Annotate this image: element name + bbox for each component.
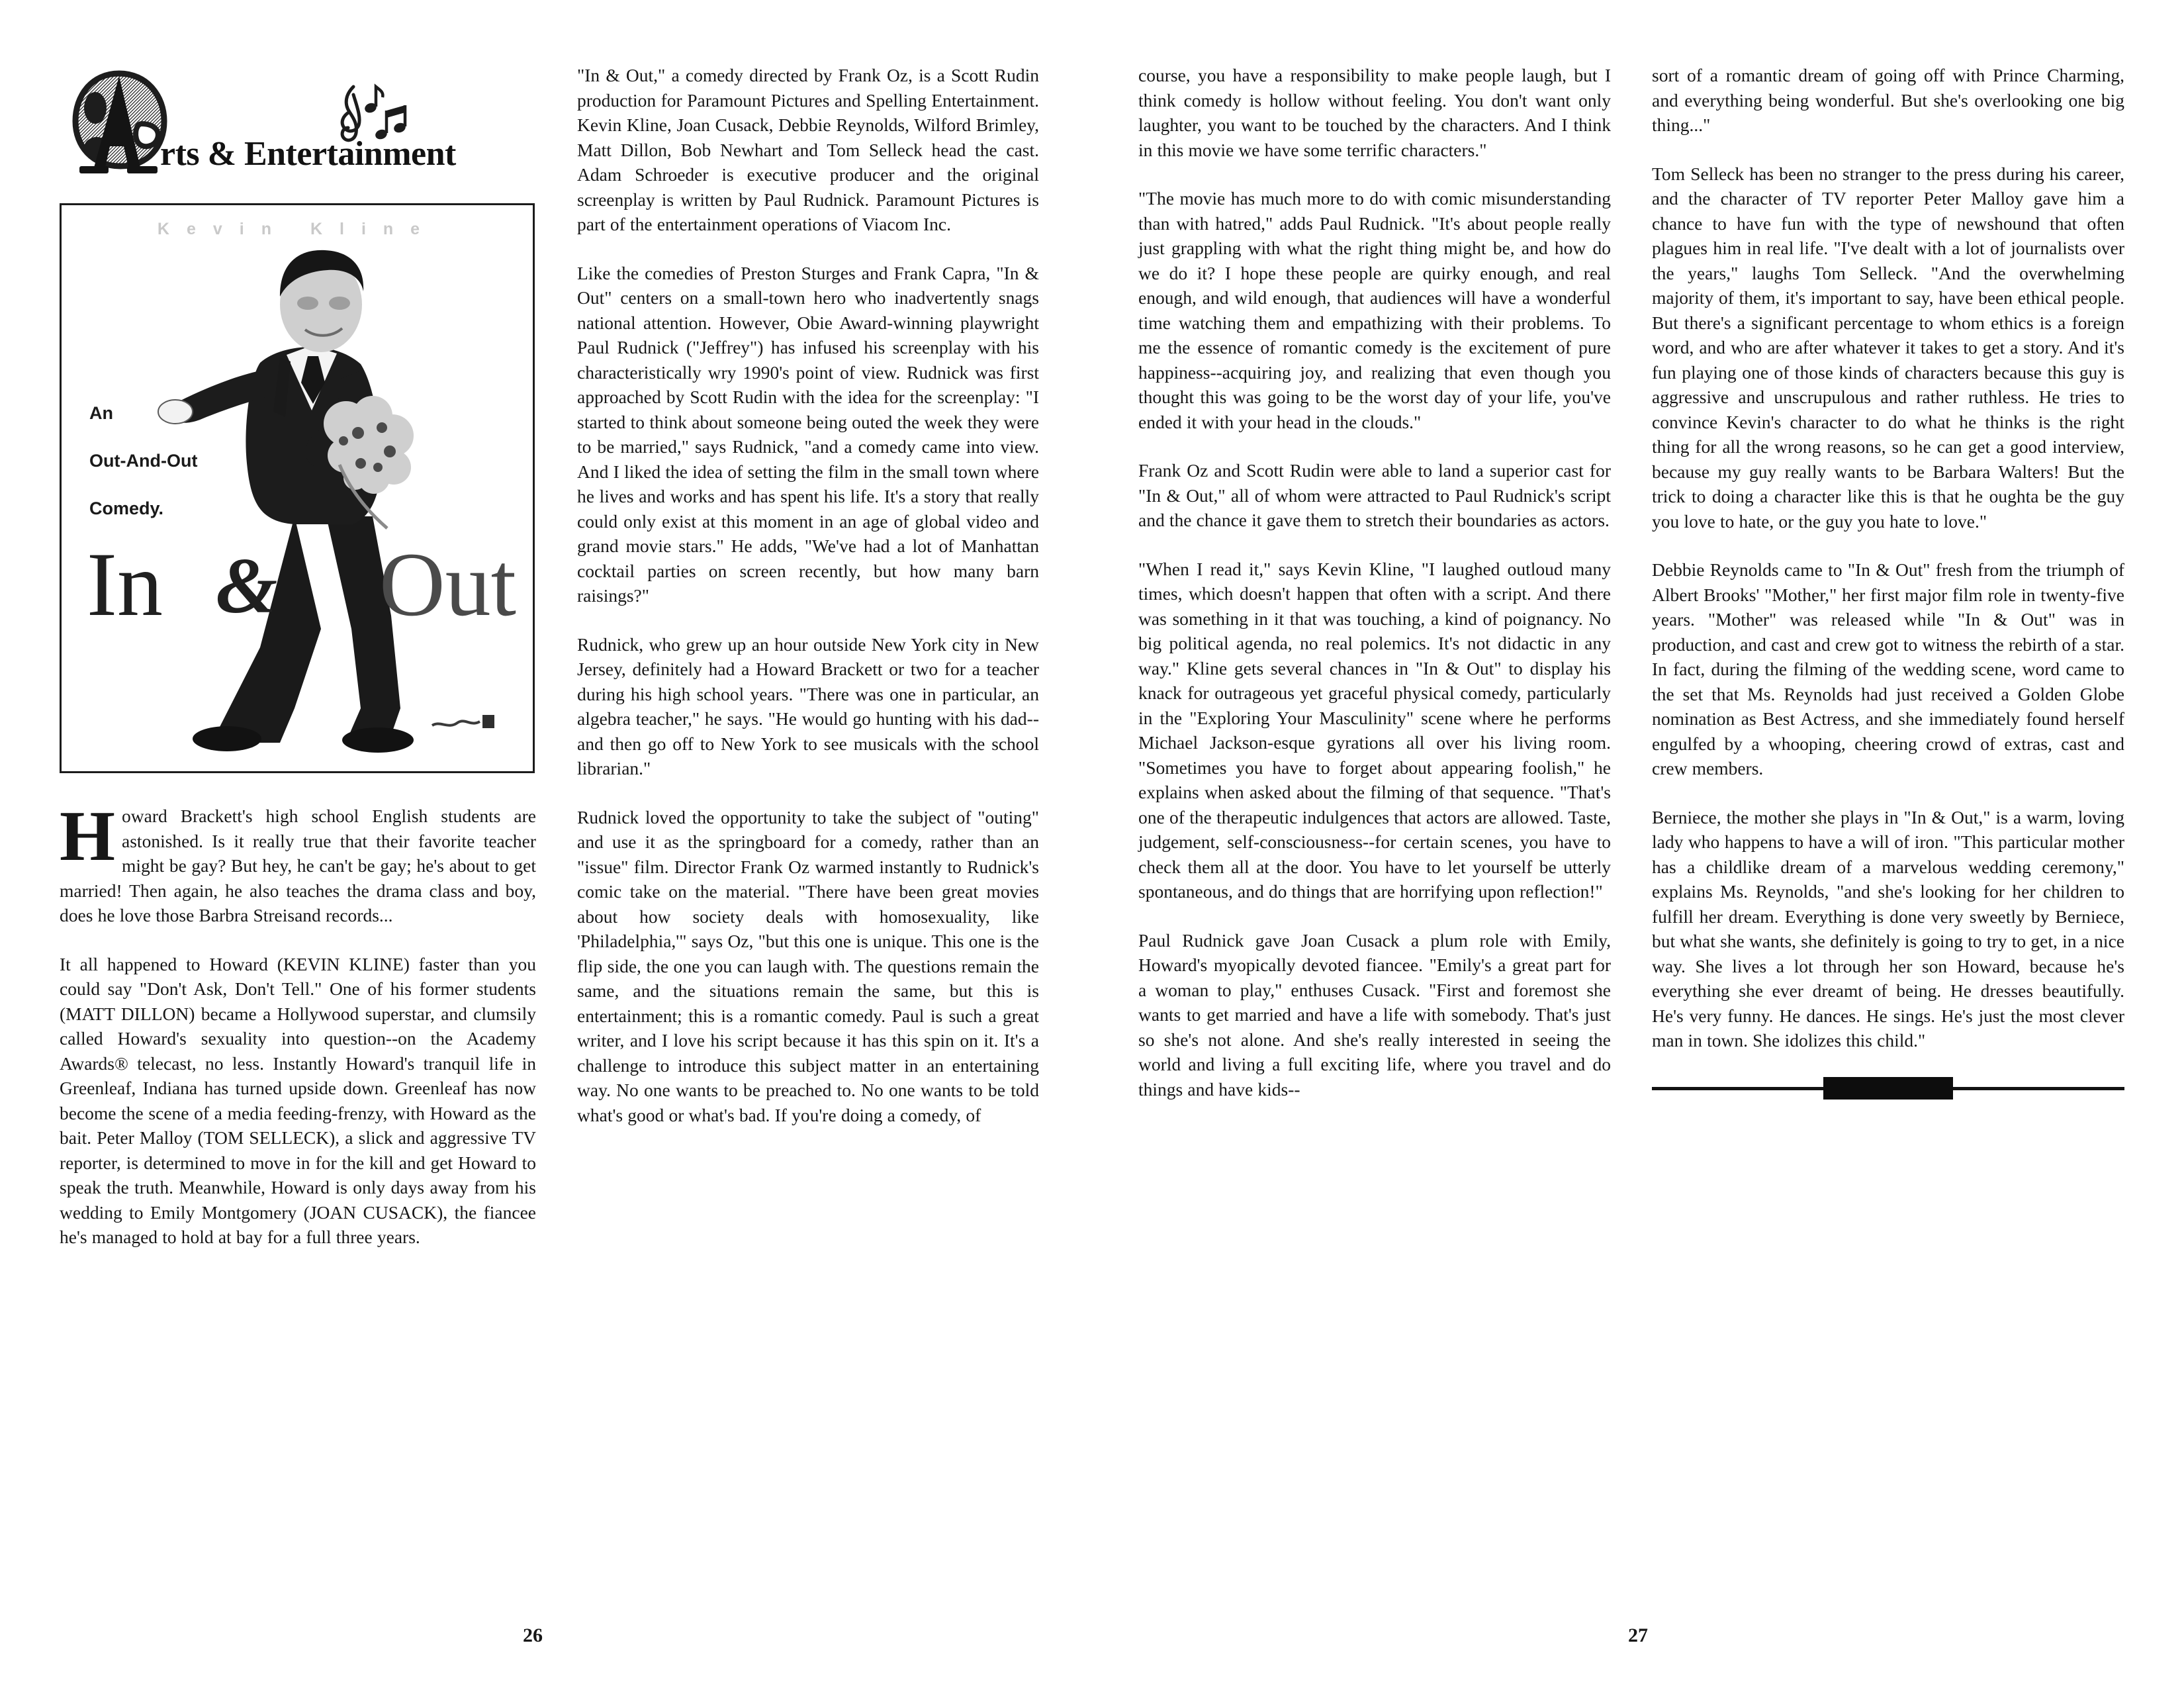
article-paragraph: Paul Rudnick gave Joan Cusack a plum role with Emily, Howard's myopically devoted fiancee. "Emily's a great part for a woman to play," enthuses Cusack. "First and foremost she wants to get married and have a life with somebody. That's just so she's not alone. And she's really interested in seeing the world and living a full exciting life, where you travel and do things and have kids-- xyxy=(1138,929,1611,1100)
poster-tagline-line-3: Comedy. xyxy=(89,498,164,518)
article-paragraph: Frank Oz and Scott Rudin were able to land a superior cast for "In & Out," all of whom were attracted to Paul Rudnick's script and the chance it gave them to stretch their boundaries as actors. xyxy=(1138,460,1611,530)
page-number-26: 26 xyxy=(523,1624,543,1646)
column-2 xyxy=(577,63,1039,1250)
section-masthead xyxy=(60,63,536,189)
column-4 xyxy=(1652,63,2124,1102)
poster-tagline-line-1: An xyxy=(89,403,113,423)
page-27-columns xyxy=(1138,63,2124,1102)
poster-tagline-line-2: Out-And-Out xyxy=(89,451,198,471)
paragraph-text: oward Brackett's high school English students are astonished. Is it really true that their favorite teacher might be gay? But hey, he can't be gay; he's about to get married! Then again, he also teaches the drama class and boy, does he love those Barbra Streisand records... xyxy=(60,806,536,925)
drop-cap: H xyxy=(60,797,116,876)
article-paragraph: "In & Out," a comedy directed by Frank Oz, is a Scott Rudin production for Paramount Pictures and Spelling Entertainment. Kevin Kline, Joan Cusack, Debbie Reynolds, Wilford Brimley, Matt Dillon, Bob Newhart and Tom Selleck head the cast. Adam Schroeder is executive producer and the original screenplay is written by Paul Rudnick. Paramount Pictures is part of the entertainment operations of Viacom Inc. xyxy=(577,65,1039,234)
article-paragraph: Like the comedies of Preston Sturges and Frank Capra, "In & Out" centers on a small-town hero who inadvertently snags national attention. However, Obie Award-winning playwright Paul Rudnick ("Jeffrey") has infused his screenplay with his characteristically wry 1990's point of view. Rudnick was first approached by Scott Rudin with the idea for the screenplay: "I started to think about someone being outed the week they were to be married," says Rudnick, "and a comedy came into view. And I liked the idea of setting the film in the small town where he lives and works and has spent his life. It's a story that really could only exist at this moment in an age of global video and grand movie stars." He adds, "We've had a lot of Manhattan cocktail parties on screen recently, but how many barn raisings?" xyxy=(577,262,1039,606)
article-end-mark xyxy=(1652,1077,2124,1100)
poster-title-ampersand: & xyxy=(216,541,278,630)
article-paragraph: course, you have a responsibility to make people laugh, but I think comedy is hollow without feeling. You don't want only laughter, you want to be touched by the characters. And I think in this movie we have some terrific characters." xyxy=(1138,65,1611,160)
article-paragraph: sort of a romantic dream of going off with Prince Charming, and everything being wonderful. But she's overlooking one big thing..." xyxy=(1652,65,2124,135)
arts-palette-logo-icon xyxy=(64,67,175,178)
article-paragraph: "When I read it," says Kevin Kline, "I laughed outloud many times, which doesn't happen that often with a script. And there was something in it that was touching, a kind of poignancy. No big political agenda, no real polemics. It's not didactic in any way." Kline gets several chances in "In & Out" to display his knack for outrageous yet graceful physical comedy, particularly in the "Exploring Your Masculinity" scene where he performs Michael Jackson-esque gyrations all over his living room. "Sometimes you have to forget about appearing foolish," he explains when asked about the filming of that sequence. "That's one of the therapeutic indulgences that actors are allowed. Taste, judgement, self-consciousness--for certain scenes, you have to check them all at the door. You have to let yourself be utterly spontaneous, and do things that are horrifying upon reflection!" xyxy=(1138,558,1611,902)
article-paragraph: Tom Selleck has been no stranger to the press during his career, and the character of TV reporter Peter Malloy gave him a chance to have fun with the type of newshound that often plagues him in real life. "I've dealt with a lot of journalists over the years," laughs Tom Selleck. "And the overwhelming majority of them, it's important to say, have been ethical people. But there's a significant percentage to whom ethics is a foreign word, and who are after whatever it takes to get a story. And it's fun playing one of those kinds of characters because this guy is aggressive and unscrupulous and rather ruthless. He tries to convince Kevin's character to do what he thinks is the right thing for all the wrong reasons, so he can get a good interview, because my guy really wants to be Barbara Walters! But the trick to doing a character like this is that he oughta be the guy you love to hate, or the guy you hate to love." xyxy=(1652,163,2124,532)
end-block xyxy=(1823,1077,1953,1100)
poster-title-in: In xyxy=(87,534,163,635)
page-26-columns xyxy=(60,63,1039,1250)
column-1 xyxy=(60,63,536,1250)
article-paragraph: Rudnick loved the opportunity to take the subject of "outing" and use it as the springboard for a comedy, rather than an "issue" film. Director Frank Oz warmed instantly to Rudnick's comic take on the material. "There have been great movies about how society deals with homosexuality, like 'Philadelphia,'" says Oz, "but this one is unique. This one is the flip side, the one you can laugh with. The questions remain the same, and the situations remain the same, but this is entertainment; this is a romantic comedy. Paul is such a great writer, and I love his script because it has this spin on it. It's a challenge to introduce this subject matter in an entertaining way. No one wants to be preached to. No one wants to be told what's good or what's bad. If you're doing a comedy, of xyxy=(577,806,1039,1125)
section-title: rts & Entertainment xyxy=(160,135,456,173)
poster-movie-title xyxy=(80,535,517,634)
article-paragraph: "The movie has much more to do with comic misunderstanding than with hatred," adds Paul Rudnick. "It's about people really just grappling with what the right thing might be, and how do we do it? I hope these people are quirky enough, and real enough, and wild enough, that audiences will have a wonderful time watching them and empathizing with their problems. To me the essence of romantic comedy is the excitement of pure happiness--acquiring joy, and realizing that even though you thought this was going to be the worst day of your life, you've ended it with your head in the clouds." xyxy=(1138,188,1611,432)
column-3 xyxy=(1138,63,1611,1102)
poster-star-name: Kevin Kline xyxy=(157,220,437,238)
page-number-27: 27 xyxy=(1628,1624,1648,1646)
poster-title-out: Out xyxy=(379,534,516,635)
movie-poster-image xyxy=(60,203,535,773)
article-paragraph: Debbie Reynolds came to "In & Out" fresh from the triumph of Albert Brooks' "Mother," her first major film role in twenty-five years. "Mother" was released while "In & Out" was in production, and cast and crew got to witness the rebirth of a star. In fact, during the filming of the wedding scene, word came to the set that Ms. Reynolds had just received a Golden Globe nomination as Best Actress, and she immediately found herself engulfed by a whooping, cheering crowd of extras, cast and crew members. xyxy=(1652,559,2124,778)
article-paragraph: It all happened to Howard (KEVIN KLINE) faster than you could say "Don't Ask, Don't Tell." One of his former students (MATT DILLON) became a Hollywood superstar, and clumsily called Howard's sexuality into question--on the Academy Awards® telecast, no less. Instantly Howard's tranquil life in Greenleaf, Indiana has turned upside down. Greenleaf has now become the scene of a media feeding-frenzy, with Howard as the bait. Peter Malloy (TOM SELLECK), a slick and aggressive TV reporter, is determined to move in for the kill and get Howard to speak the truth. Meanwhile, Howard is only days away from his wedding to Emily Montgomery (JOAN CUSACK), the fiancee he's managed to hold at bay for a full three years. xyxy=(60,953,536,1247)
article-paragraph: Berniece, the mother she plays in "In & Out," is a warm, loving lady who happens to have a will of iron. "This particular mother has a childlike dream of a marvelous wedding ceremony," explains Ms. Reynolds, "and she's looking for her children to fulfill her dream. Everything is done very sweetly by Berniece, but what she wants, she definitely is going to try to get, in a nice way. She lives a lot through her son Howard, because he's everything she ever dreamt of being. He dresses beautifully. He's very funny. He dances. He sings. He's just the most clever man in town. She idolizes this child." xyxy=(1652,806,2124,1051)
article-paragraph xyxy=(60,797,536,928)
page-27 xyxy=(1092,0,2184,1688)
poster-actor-illustration xyxy=(62,205,533,771)
article-paragraph: Rudnick, who grew up an hour outside New York city in New Jersey, definitely had a Howard Brackett or two for a teacher during his high school years. "There was one in particular, an algebra teacher," he says. "He would go hunting with his dad--and then go off to New York to see musicals with the school librarian." xyxy=(577,633,1039,778)
